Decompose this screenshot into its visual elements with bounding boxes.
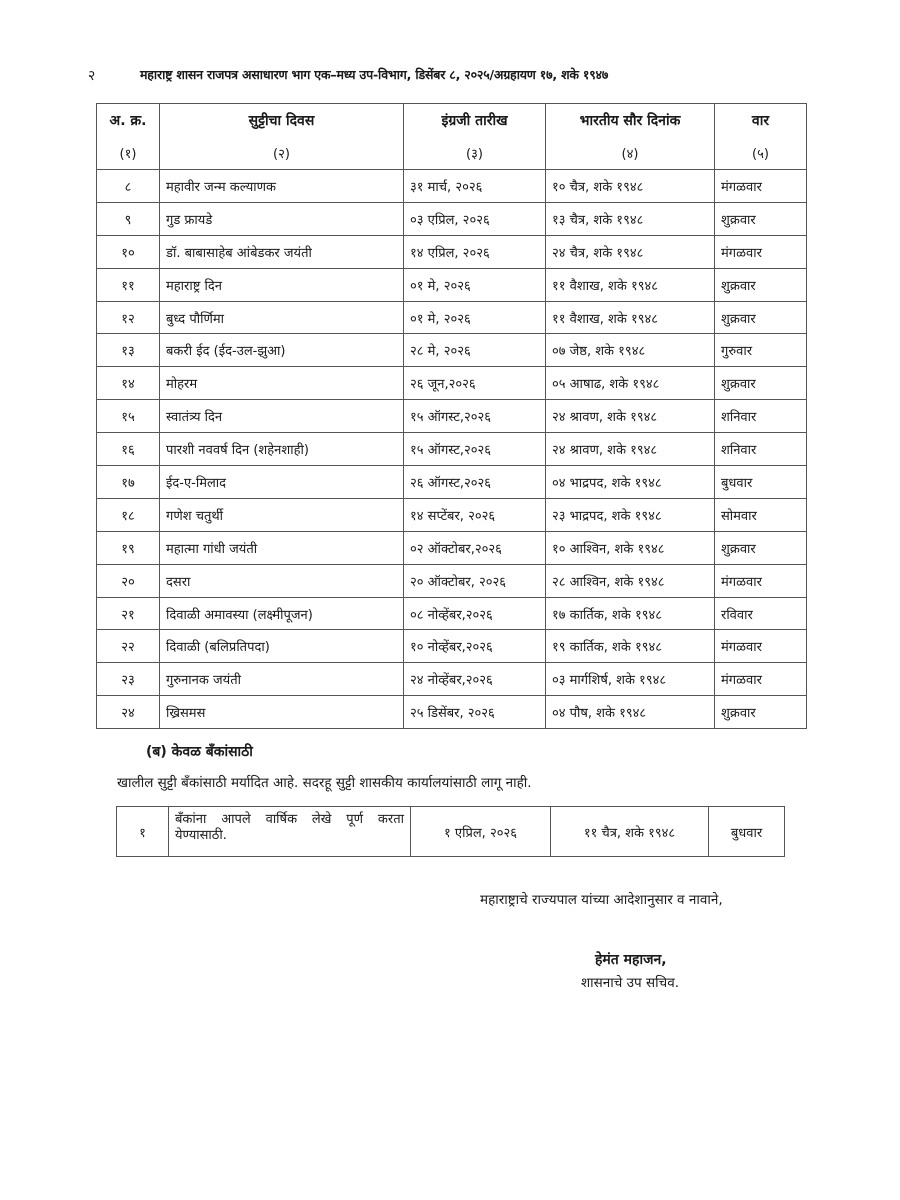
serial-cell: २४ [97,696,160,729]
table-row [97,531,807,564]
holiday-name-cell: दिवाळी (बलिप्रतिपदा) [160,630,404,663]
holiday-table [96,103,807,729]
holiday-name-cell: डॉ. बाबासाहेब आंबेडकर जयंती [160,235,404,268]
table-row [97,597,807,630]
indian-date-cell: १० चैत्र, शके १९४८ [546,170,715,203]
english-date-cell: १५ ऑगस्ट,२०२६ [404,400,546,433]
table-row [117,807,785,857]
indian-date-cell: ०७ जेष्ठ, शके १९४८ [546,334,715,367]
english-date-cell: २६ ऑगस्ट,२०२६ [404,466,546,499]
holiday-name-cell: महात्मा गांधी जयंती [160,531,404,564]
weekday-cell: मंगळवार [715,564,807,597]
table-row [97,630,807,663]
serial-cell: १५ [97,400,160,433]
col-header-holiday: सुट्टीचा दिवस [160,104,404,137]
serial-cell: १३ [97,334,160,367]
holiday-name-cell: गुड फ्रायडे [160,202,404,235]
section-note: खालील सुट्टी बँकांसाठी मर्यादित आहे. सदरहू सुट्टी शासकीय कार्यालयांसाठी लागू नाही. [117,775,532,791]
weekday-cell: मंगळवार [715,663,807,696]
bank-holiday-table [116,806,785,857]
signatory-designation: शासनाचे उप सचिव. [581,975,680,991]
table-row [97,202,807,235]
weekday-cell: मंगळवार [715,170,807,203]
table-row [97,433,807,466]
weekday-cell: मंगळवार [715,630,807,663]
weekday-cell: शुक्रवार [715,301,807,334]
table-row [97,301,807,334]
col-number: (१) [97,136,160,170]
holiday-name-cell: दिवाळी अमावस्या (लक्ष्मीपूजन) [160,597,404,630]
table-row [97,367,807,400]
weekday-cell: बुधवार [709,807,785,857]
section-heading-banks: (ब) केवळ बँकांसाठी [146,744,253,760]
indian-date-cell: ०४ भाद्रपद, शके १९४८ [546,466,715,499]
table-row [97,170,807,203]
english-date-cell: २८ मे, २०२६ [404,334,546,367]
indian-date-cell: २४ श्रावण, शके १९४८ [546,400,715,433]
holiday-name-cell: ईद-ए-मिलाद [160,466,404,499]
indian-date-cell: २४ चैत्र, शके १९४८ [546,235,715,268]
weekday-cell: शुक्रवार [715,268,807,301]
english-date-cell: ३१ मार्च, २०२६ [404,170,546,203]
weekday-cell: शुक्रवार [715,367,807,400]
indian-date-cell: १७ कार्तिक, शके १९४८ [546,597,715,630]
holiday-name-cell: महावीर जन्म कल्याणक [160,170,404,203]
english-date-cell: १४ सप्टेंबर, २०२६ [404,498,546,531]
weekday-cell: शनिवार [715,400,807,433]
indian-date-cell: २८ आश्विन, शके १९४८ [546,564,715,597]
col-number: (४) [546,136,715,170]
english-date-cell: २६ जून,२०२६ [404,367,546,400]
holiday-name-cell: ख्रिसमस [160,696,404,729]
holiday-name-cell: स्वातंत्र्य दिन [160,400,404,433]
serial-cell: १७ [97,466,160,499]
english-date-cell: १४ एप्रिल, २०२६ [404,235,546,268]
weekday-cell: बुधवार [715,466,807,499]
header-row [97,104,807,137]
serial-cell: १९ [97,531,160,564]
english-date-cell: १५ ऑगस्ट,२०२६ [404,433,546,466]
indian-date-cell: १९ कार्तिक, शके १९४८ [546,630,715,663]
weekday-cell: शुक्रवार [715,531,807,564]
serial-cell: १८ [97,498,160,531]
serial-cell: २० [97,564,160,597]
col-number: (५) [715,136,807,170]
serial-cell: ११ [97,268,160,301]
table-row [97,466,807,499]
signatory-name: हेमंत महाजन, [595,952,667,968]
weekday-cell: गुरुवार [715,334,807,367]
indian-date-cell: २४ श्रावण, शके १९४८ [546,433,715,466]
english-date-cell: ०२ ऑक्टोबर,२०२६ [404,531,546,564]
english-date-cell: ०१ मे, २०२६ [404,268,546,301]
holiday-name-cell: दसरा [160,564,404,597]
holiday-name-cell: महाराष्ट्र दिन [160,268,404,301]
serial-cell: २१ [97,597,160,630]
serial-cell: ९ [97,202,160,235]
table-row [97,663,807,696]
holiday-name-cell: बँकांना आपले वार्षिक लेखे पूर्ण करता येण्यासाठी. [169,807,411,857]
weekday-cell: शुक्रवार [715,202,807,235]
serial-cell: ८ [97,170,160,203]
holiday-name-cell: गुरुनानक जयंती [160,663,404,696]
serial-cell: १० [97,235,160,268]
indian-date-cell: ०५ आषाढ, शके १९४८ [546,367,715,400]
table-row [97,334,807,367]
weekday-cell: सोमवार [715,498,807,531]
holiday-name-cell: बकरी ईद (ईद-उल-झुआ) [160,334,404,367]
page-number: २ [88,68,96,84]
table-row [97,564,807,597]
serial-cell: १४ [97,367,160,400]
holiday-name-cell: मोहरम [160,367,404,400]
table-row [97,400,807,433]
table-row [97,498,807,531]
table-row [97,696,807,729]
col-header-english-date: इंग्रजी तारीख [404,104,546,137]
col-number: (३) [404,136,546,170]
english-date-cell: १० नोव्हेंबर,२०२६ [404,630,546,663]
indian-date-cell: ११ चैत्र, शके १९४८ [551,807,709,857]
indian-date-cell: ०३ मार्गशिर्ष, शके १९४८ [546,663,715,696]
indian-date-cell: ११ वैशाख, शके १९४८ [546,268,715,301]
table-row [97,268,807,301]
order-line: महाराष्ट्राचे राज्यपाल यांच्या आदेशानुसार व नावाने, [480,892,723,908]
indian-date-cell: २३ भाद्रपद, शके १९४८ [546,498,715,531]
serial-cell: २३ [97,663,160,696]
english-date-cell: ०८ नोव्हेंबर,२०२६ [404,597,546,630]
serial-cell: १६ [97,433,160,466]
holiday-name-cell: पारशी नववर्ष दिन (शहेनशाही) [160,433,404,466]
english-date-cell: १ एप्रिल, २०२६ [411,807,551,857]
indian-date-cell: १० आश्विन, शके १९४८ [546,531,715,564]
weekday-cell: मंगळवार [715,235,807,268]
english-date-cell: २० ऑक्टोबर, २०२६ [404,564,546,597]
col-header-serial: अ. क्र. [97,104,160,137]
indian-date-cell: १३ चैत्र, शके १९४८ [546,202,715,235]
english-date-cell: २४ नोव्हेंबर,२०२६ [404,663,546,696]
english-date-cell: २५ डिसेंबर, २०२६ [404,696,546,729]
indian-date-cell: ०४ पौष, शके १९४८ [546,696,715,729]
holiday-name-cell: बुध्द पौर्णिमा [160,301,404,334]
col-header-indian-date: भारतीय सौर दिनांक [546,104,715,137]
running-header: महाराष्ट्र शासन राजपत्र असाधारण भाग एक–मध्य उप-विभाग, डिसेंबर ८, २०२५/अग्रहायण १७, शके १९४७ [140,67,609,82]
serial-cell: १ [117,807,169,857]
weekday-cell: शुक्रवार [715,696,807,729]
serial-cell: २२ [97,630,160,663]
weekday-cell: रविवार [715,597,807,630]
holiday-name-cell: गणेश चतुर्थी [160,498,404,531]
english-date-cell: ०३ एप्रिल, २०२६ [404,202,546,235]
english-date-cell: ०१ मे, २०२६ [404,301,546,334]
col-number: (२) [160,136,404,170]
col-header-day: वार [715,104,807,137]
column-number-row [97,136,807,170]
weekday-cell: शनिवार [715,433,807,466]
table-row [97,235,807,268]
indian-date-cell: ११ वैशाख, शके १९४८ [546,301,715,334]
serial-cell: १२ [97,301,160,334]
